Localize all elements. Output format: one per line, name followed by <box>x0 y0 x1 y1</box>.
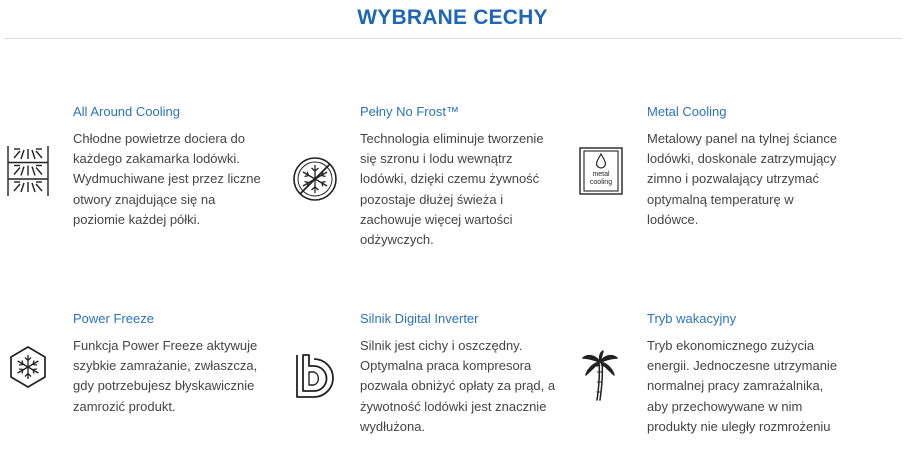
svg-text:cooling: cooling <box>589 179 613 186</box>
digital-inverter-icon <box>294 353 334 399</box>
feature-description: Metalowy panel na tylnej ściance lodówki, doskonale zatrzymujący zimno i pozwalający utrzymać optymalną temperaturę w lodówce. <box>647 131 838 227</box>
title-divider <box>3 38 902 39</box>
metal-cooling-icon <box>579 146 623 196</box>
feature-description: Tryb ekonomicznego zużycia energii. Jednoczesne utrzymanie normalnej pracy zamrażalnika, aby przechowywane w nim produkty nie uległy rozmrożeniu <box>647 338 838 434</box>
feature-description: Silnik jest cichy i oszczędny. Optymalna praca kompresora pozwala obniżyć opłaty za prąd, a żywotność lodówki jest znacznie wydłużona. <box>360 338 556 434</box>
feature-title: Power Freeze <box>73 311 154 326</box>
feature-title: Metal Cooling <box>647 104 727 119</box>
svg-text:metal: metal <box>592 171 610 178</box>
feature-title: Tryb wakacyjny <box>647 311 737 326</box>
feature-description: Funkcja Power Freeze aktywuje szybkie zamrażanie, zwłaszcza, gdy potrzebujesz błyskawicznie zamrozić produkt. <box>73 338 258 414</box>
page-title: WYBRANE CECHY <box>357 6 548 29</box>
feature-description: Technologia eliminuje tworzenie się szronu i lodu wewnątrz lodówki, dzięki czemu żywność pozostaje dłużej świeża i zachowuje więcej wartości odżywczych. <box>360 131 544 248</box>
feature-description: Chłodne powietrze dociera do każdego zakamarka lodówki. Wydmuchiwane jest przez liczne otwory znajdujące się na poziomie każdej półki. <box>73 131 261 227</box>
power-freeze-icon <box>8 345 48 389</box>
palm-tree-icon <box>581 350 619 402</box>
no-frost-icon <box>292 156 338 202</box>
feature-title: Pełny No Frost™ <box>360 104 459 119</box>
all-around-cooling-icon <box>6 146 50 196</box>
feature-title: Silnik Digital Inverter <box>360 311 479 326</box>
feature-title: All Around Cooling <box>73 104 180 119</box>
